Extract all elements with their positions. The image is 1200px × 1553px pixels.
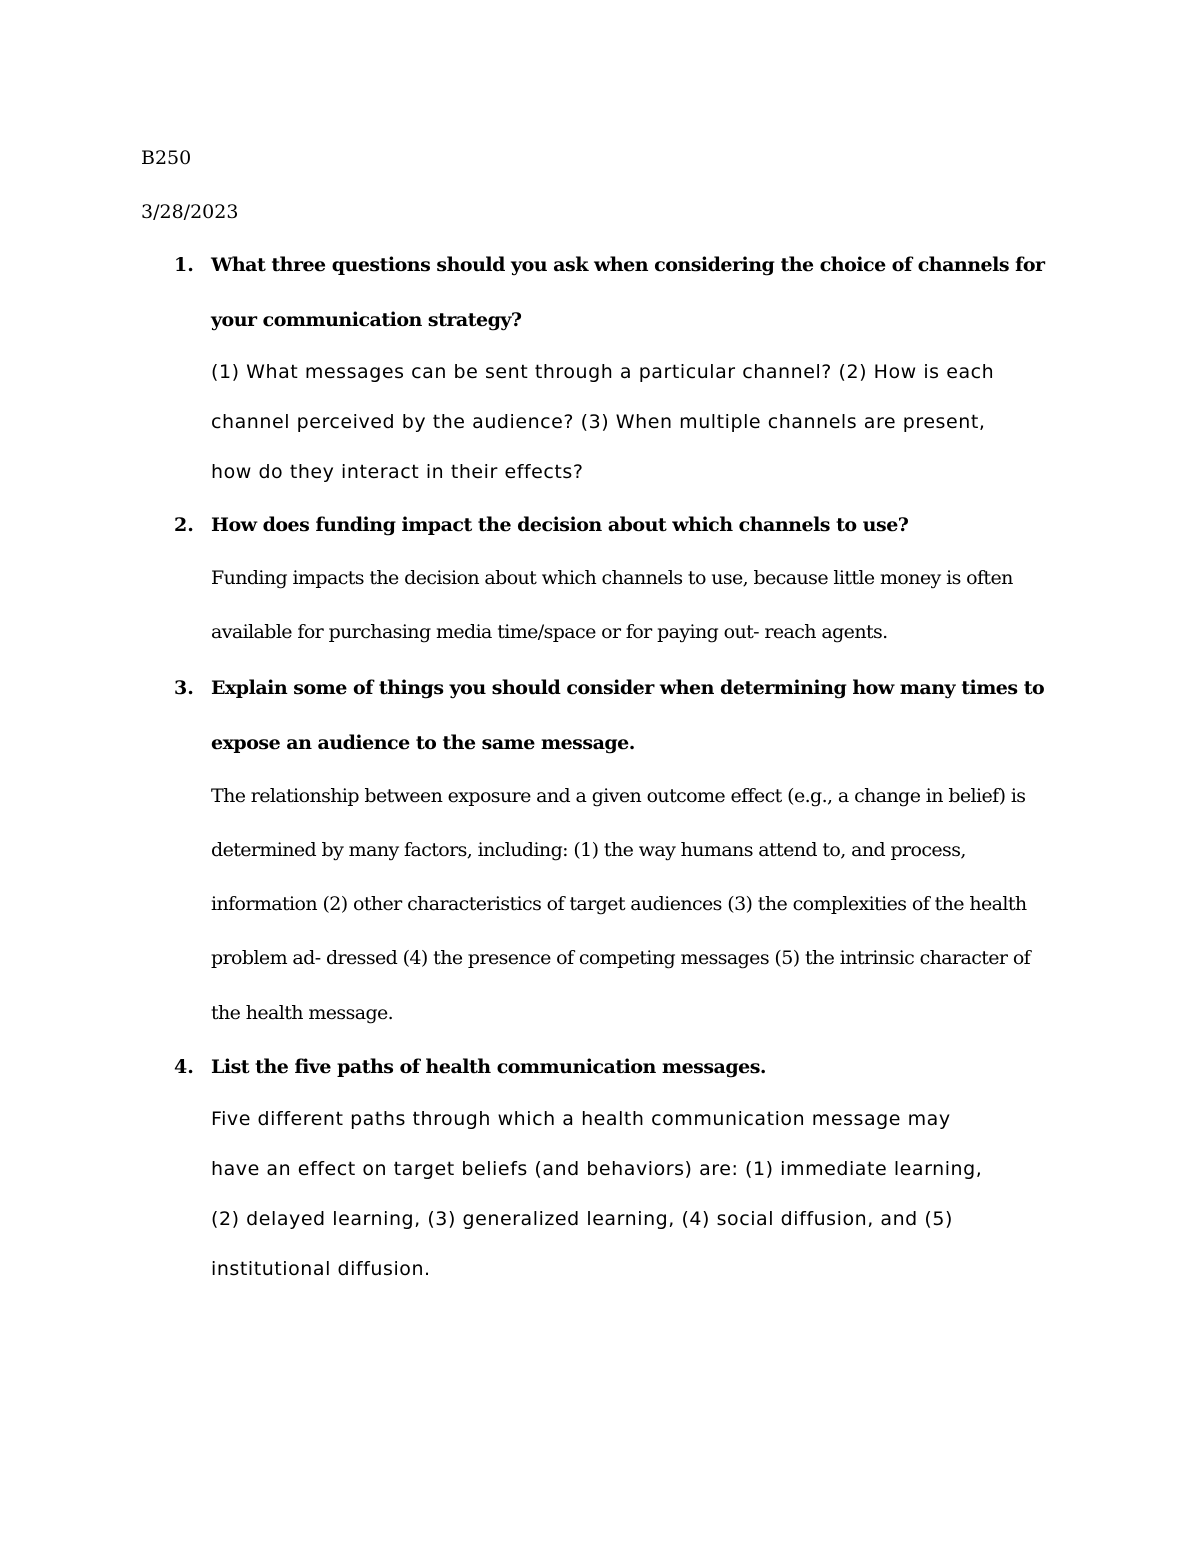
course-code: B250: [141, 147, 192, 169]
document-date: 3/28/2023: [141, 201, 239, 223]
answer-line: The relationship between exposure and a given outcome effect (e.g., a change in belief) is: [211, 785, 1026, 807]
question-line: Explain some of things you should consider when determining how many times to: [211, 677, 1045, 699]
question-line: What three questions should you ask when considering the choice of channels for: [211, 254, 1045, 276]
item-number: 1.: [174, 254, 194, 276]
question-line: your communication strategy?: [211, 309, 522, 331]
item-number: 3.: [174, 677, 194, 699]
answer-line: the health message.: [211, 1002, 394, 1024]
question-line: How does funding impact the decision about which channels to use?: [211, 514, 909, 536]
answer-line: how do they interact in their effects?: [211, 461, 584, 483]
answer-line: institutional diffusion.: [211, 1258, 431, 1280]
answer-line: Funding impacts the decision about which channels to use, because little money is often: [211, 567, 1013, 589]
answer-line: (1) What messages can be sent through a particular channel? (2) How is each: [211, 361, 995, 383]
answer-line: have an effect on target beliefs (and behaviors) are: (1) immediate learning,: [211, 1158, 983, 1180]
answer-line: determined by many factors, including: (1) the way humans attend to, and process,: [211, 839, 966, 861]
question-line: expose an audience to the same message.: [211, 732, 635, 754]
answer-line: available for purchasing media time/space or for paying out- reach agents.: [211, 621, 888, 643]
item-number: 2.: [174, 514, 194, 536]
answer-line: Five different paths through which a health communication message may: [211, 1108, 951, 1130]
answer-line: channel perceived by the audience? (3) When multiple channels are present,: [211, 411, 986, 433]
item-number: 4.: [174, 1056, 194, 1078]
answer-line: information (2) other characteristics of target audiences (3) the complexities of the health: [211, 893, 1027, 915]
answer-line: (2) delayed learning, (3) generalized learning, (4) social diffusion, and (5): [211, 1208, 953, 1230]
question-line: List the five paths of health communication messages.: [211, 1056, 767, 1078]
answer-line: problem ad- dressed (4) the presence of competing messages (5) the intrinsic character of: [211, 947, 1031, 969]
